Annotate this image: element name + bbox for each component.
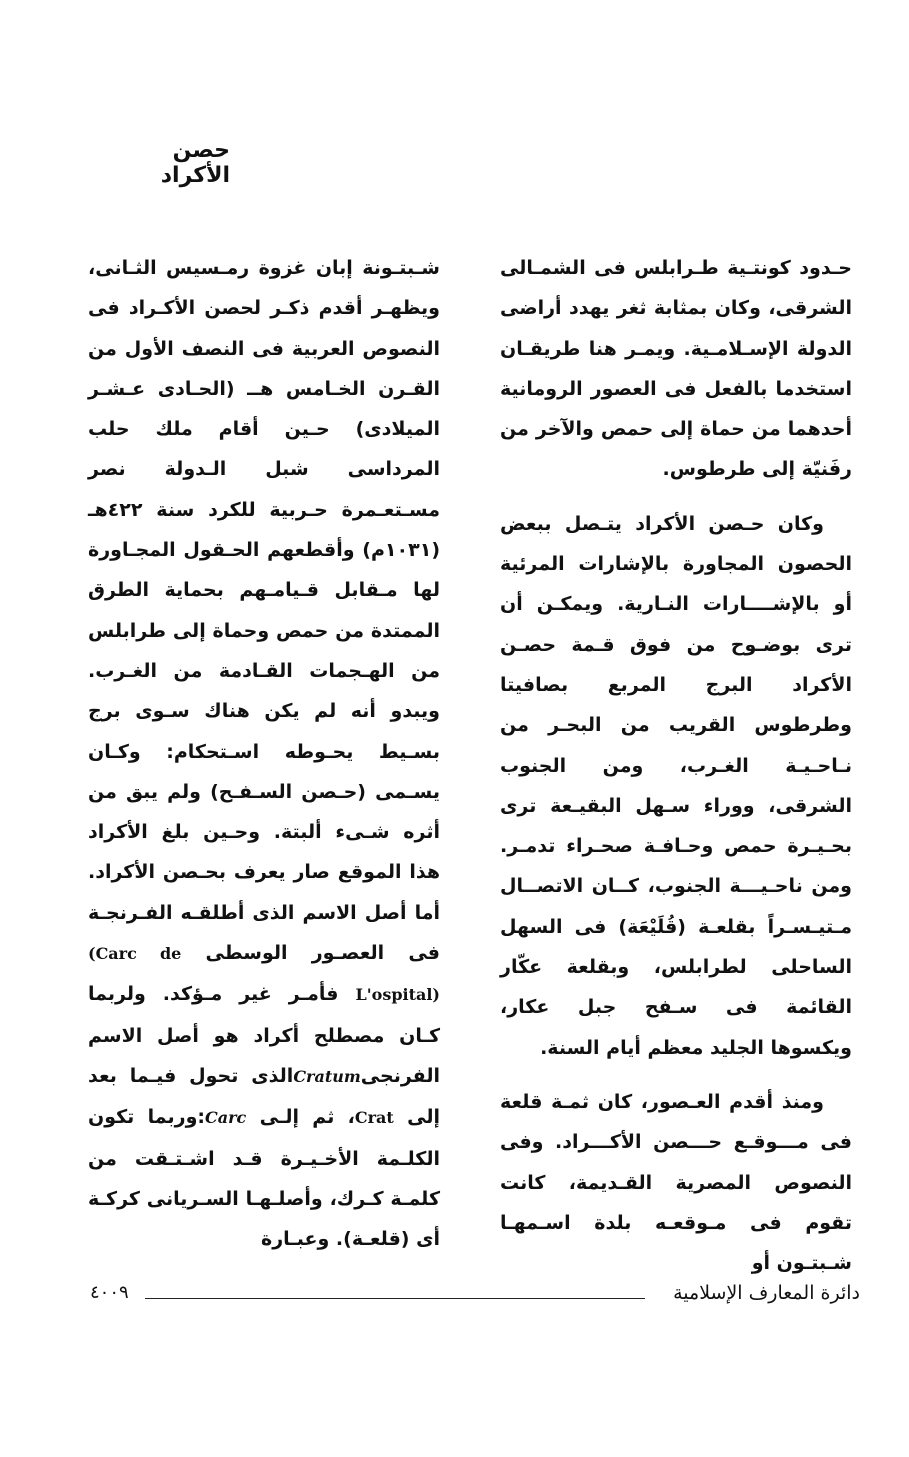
- text-e: :وربما تكون الكلـمة الأخـيـرة قـد اشـتـقت من كلمـة كـرك، وأصلـهـا السـريانى كركـة أى (قلعـة). وعبـارة: [88, 1106, 440, 1251]
- paragraph-2: وكان حـصن الأكراد يتـصل ببعض الحصون المجاورة بالإشارات المرئية أو بالإشــــارات النـارية. ويمكـن أن ترى بوضـوح من فوق قـمة حصـن الأكراد البرج المربع بصافيتا وطرطوس القريب من البحـر من نـاحـيـة الغـرب، ومن الجنوب الشرقى، ووراء سـهل البقيـعة ترى بحـيـرة حمص وحـافـة صحـراء تدمـر. ومن ناحـيـــة الجنوب، كــان الاتصــال مـتيـسـراً بقلعـة (قُلَيْعَة) فى السهل الساحلى لطرابلس، وبقلعة عكّار القائمة فى سـفح جبل عكار، ويكسوها الجليد معظم أيام السنة.: [500, 512, 852, 1059]
- running-title: حصن الأكراد: [160, 138, 230, 188]
- left-paragraph: [88, 248, 440, 1259]
- publication-title: دائرة المعارف الإسلامية: [673, 1282, 860, 1304]
- footer-rule: [145, 1298, 645, 1299]
- text-c: الذى تحول فيـما بعد إلى: [88, 1064, 440, 1129]
- latin-term-crat: Crat: [354, 1108, 394, 1128]
- page-footer: [90, 1282, 860, 1312]
- text-d: ، ثم إلـى: [259, 1106, 355, 1129]
- latin-term-carc: Carc: [205, 1108, 247, 1128]
- left-column: [88, 248, 440, 1259]
- latin-term-carc-de-lospital: (Carc de L'ospital): [88, 944, 440, 1005]
- paragraph-1: حـدود كونتـية طـرابلس فى الشمـالى الشرقى، وكان بمثابة ثغر يهدد أراضى الدولة الإسـلامـية. ويمـر هنا طريقـان استخدما بالفعل فى العصور الرومانية أحدهما من حماة إلى حمص والآخر من رفَنيّة إلى طرطوس.: [500, 257, 852, 481]
- latin-term-cratum: Cratum: [293, 1066, 361, 1086]
- text-b: فأمـر غير مـؤكد. ولربما كـان مصطلح أكراد هو أصل الاسم الفرنجى: [88, 983, 440, 1087]
- page-number: ٤٠٠٩: [90, 1282, 129, 1303]
- right-column: [500, 248, 852, 1283]
- text-a: شـبتـونة إبان غزوة رمـسيس الثـانى، ويظهـر أقدم ذكـر لحصن الأكـراد فى النصوص العربية فى النصف الأول من القـرن الخـامس هــ (الحـادى عـشـر الميلادى) حـين أقام ملك حلب المرداسى شبل الـدولة نصر مسـتعـمرة حـربية للكرد سنة ٤٢٢هـ (١٠٣١م) وأقطعهم الحـقول المجـاورة لها مـقابل قـيامـهم بحماية الطرق الممتدة من حمص وحماة إلى طرابلس من الهـجمات القـادمة من الغـرب. ويبدو أنه لم يكن هناك سـوى برج بسـيط يحـوطه اسـتحكام: وكـان يسـمى (حـصن السـفـح) ولم يبق من أثره شـىء ألبتة. وحـين بلغ الأكراد هذا الموقع صار يعرف بحـصن الأكراد. أما أصل الاسم الذى أطلقـه الفـرنجـة فى العصـور الوسطى: [88, 257, 440, 965]
- paragraph-3: ومنذ أقدم العـصور، كان ثمـة قلعة فى مـــوقـع حـــصن الأكـــراد. وفى النصوص المصرية القـديمة، كانت تقوم فى مـوقعـه بلدة اسـمهـا شـبتـون أو: [500, 1090, 852, 1275]
